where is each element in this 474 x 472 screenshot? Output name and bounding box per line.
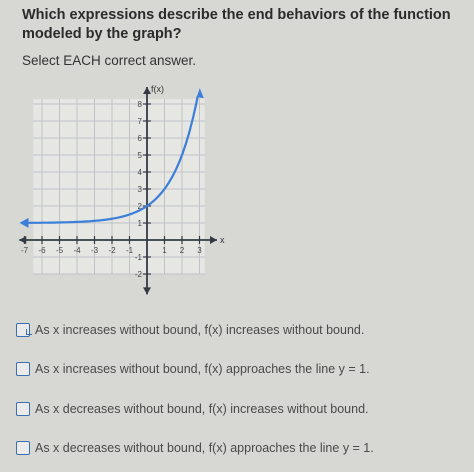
y-axis-label: f(x)	[151, 84, 164, 95]
x-tick-label: 2	[179, 246, 185, 255]
y-tick-label: 3	[137, 185, 142, 194]
option-1[interactable]	[16, 323, 364, 337]
option-4-label: As x decreases without bound, f(x) approaches the line y = 1.	[35, 441, 374, 455]
x-axis-arrow-icon	[210, 236, 217, 244]
x-axis-arrow-icon	[19, 236, 26, 244]
option-1-label: As x increases without bound, f(x) increases without bound.	[35, 323, 365, 337]
x-tick-label: -1	[125, 246, 134, 255]
y-tick-label: -2	[134, 270, 142, 279]
option-4[interactable]	[16, 441, 374, 455]
option-2-label: As x increases without bound, f(x) approaches the line y = 1.	[35, 362, 370, 376]
x-tick-label: -5	[55, 246, 64, 255]
checkbox-icon[interactable]	[16, 441, 30, 455]
y-tick-label: 4	[137, 168, 142, 177]
checkbox-icon[interactable]	[16, 323, 30, 337]
x-tick-label: -6	[38, 246, 46, 255]
x-tick-label: -3	[90, 246, 99, 255]
y-tick-label: 7	[137, 117, 142, 126]
y-axis-arrow-icon	[143, 287, 151, 294]
x-axis-label: x	[220, 235, 225, 245]
y-tick-label: -1	[134, 253, 142, 262]
y-tick-label: 5	[137, 151, 142, 160]
instruction-text: Select EACH correct answer.	[22, 53, 197, 68]
y-axis-arrow-icon	[143, 87, 151, 94]
y-tick-label: 2	[137, 202, 142, 211]
option-3-label: As x decreases without bound, f(x) increases without bound.	[35, 402, 369, 416]
option-3[interactable]	[16, 402, 369, 416]
x-tick-label: 1	[162, 246, 167, 255]
x-tick-label: 3	[197, 246, 202, 255]
checkbox-icon[interactable]	[16, 402, 30, 416]
y-tick-label: 6	[137, 134, 142, 143]
x-tick-label: -4	[73, 246, 81, 255]
y-tick-label: 8	[137, 100, 142, 109]
x-tick-label: -2	[108, 246, 116, 255]
checkbox-icon[interactable]	[16, 362, 30, 376]
y-tick-label: 1	[137, 219, 142, 228]
curve-arrow-icon	[20, 218, 29, 228]
curve-arrow-icon	[197, 88, 204, 98]
x-tick-label: -7	[20, 246, 29, 255]
question-text: Which expressions describe the end behaviors of the function modeled by the graph?	[22, 7, 451, 42]
option-2[interactable]	[16, 362, 370, 376]
